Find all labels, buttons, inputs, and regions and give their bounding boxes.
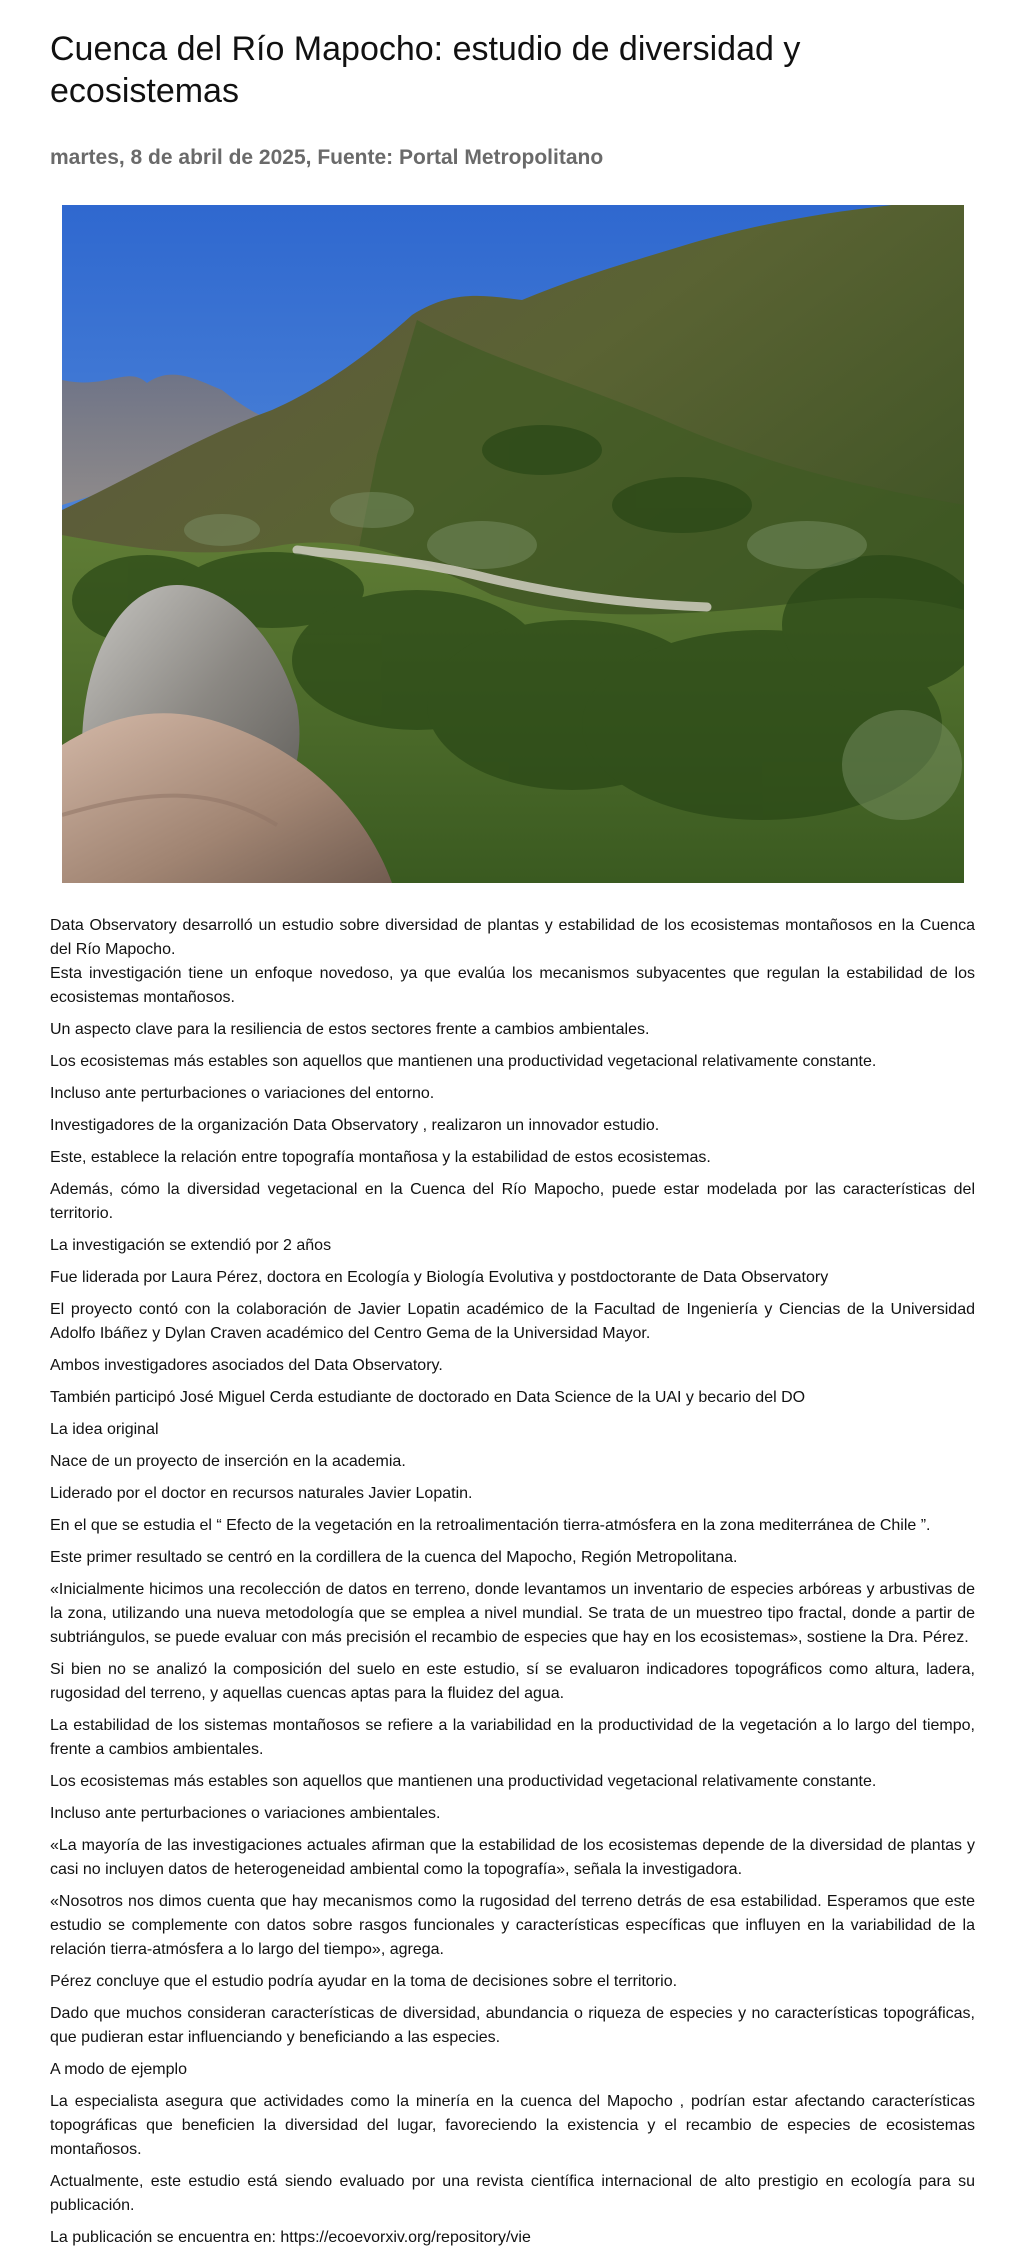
article-source: Portal Metropolitano: [398, 146, 604, 169]
article-paragraph-5: Incluso ante perturbaciones o variaciones del entorno.: [50, 1085, 435, 1102]
article-paragraph-8: Además, cómo la diversidad vegetacional en la Cuenca del Río Mapocho, puede estar modelada por las características del territorio.: [50, 1181, 975, 1222]
article-paragraph-17: En el que se estudia el “ Efecto de la vegetación en la retroalimentación tierra-atmósfera en la zona mediterránea de Chile ”.: [50, 1517, 931, 1534]
landscape-photo-icon: [62, 205, 964, 883]
article-paragraph-16: Liderado por el doctor en recursos naturales Javier Lopatin.: [50, 1485, 473, 1502]
article-paragraph-3: Un aspecto clave para la resiliencia de estos sectores frente a cambios ambientales.: [50, 1021, 650, 1038]
article-source-prefix: Fuente:: [317, 146, 394, 169]
article-paragraph-19: «Inicialmente hicimos una recolección de datos en terreno, donde levantamos un inventario de especies arbóreas y arbustivas de la zona, utilizando una nueva metodología que se emplea a nivel mundial. Se trata de un muestreo tipo fractal, donde a partir de subtriángulos, se puede evaluar con más precisión el recambio de especies que hay en los ecosistemas», sostiene la Dra. Pérez.: [50, 1581, 975, 1646]
article-paragraph-31: La publicación se encuentra en: https://ecoevorxiv.org/repository/vie: [50, 2229, 531, 2246]
article-paragraph-29: La especialista asegura que actividades como la minería en la cuenca del Mapocho , podrían estar afectando características topográficas que beneficien la diversidad del lugar, favoreciendo la existencia y el recambio de especies de ecosistemas montañosos.: [50, 2093, 975, 2158]
article-paragraph-25: «Nosotros nos dimos cuenta que hay mecanismos como la rugosidad del terreno detrás de esa estabilidad. Esperamos que este estudio se complemente con datos sobre rasgos funcionales y características específicas que influyen en la variabilidad de la relación tierra-atmósfera a lo largo del tiempo», agrega.: [50, 1893, 975, 1958]
article-paragraph-10: Fue liderada por Laura Pérez, doctora en Ecología y Biología Evolutiva y postdoctorante de Data Observatory: [50, 1269, 829, 1286]
article-paragraph-1: Data Observatory desarrolló un estudio sobre diversidad de plantas y estabilidad de los ecosistemas montañosos en la Cuenca del Río Mapocho.: [50, 917, 975, 958]
article-image: [62, 205, 964, 883]
article-paragraph-2: Esta investigación tiene un enfoque novedoso, ya que evalúa los mecanismos subyacentes que regulan la estabilidad de los ecosistemas montañosos.: [50, 965, 975, 1006]
article-body: [50, 914, 975, 2250]
article-paragraph-7: Este, establece la relación entre topografía montañosa y la estabilidad de estos ecosistemas.: [50, 1149, 711, 1166]
article-paragraph-22: Los ecosistemas más estables son aquellos que mantienen una productividad vegetacional relativamente constante.: [50, 1773, 877, 1790]
article-paragraph-26: Pérez concluye que el estudio podría ayudar en la toma de decisiones sobre el territorio.: [50, 1973, 678, 1990]
article-paragraph-21: La estabilidad de los sistemas montañosos se refiere a la variabilidad en la productividad de la vegetación a lo largo del tiempo, frente a cambios ambientales.: [50, 1717, 975, 1758]
article-paragraph-9: La investigación se extendió por 2 años: [50, 1237, 332, 1254]
article-paragraph-30: Actualmente, este estudio está siendo evaluado por una revista científica internacional de alto prestigio en ecología para su publicación.: [50, 2173, 975, 2214]
article-paragraph-18: Este primer resultado se centró en la cordillera de la cuenca del Mapocho, Región Metropolitana.: [50, 1549, 738, 1566]
article-paragraph-6: Investigadores de la organización Data Observatory , realizaron un innovador estudio.: [50, 1117, 660, 1134]
article-paragraph-14: La idea original: [50, 1421, 159, 1438]
article-paragraph-11: El proyecto contó con la colaboración de Javier Lopatin académico de la Facultad de Ingeniería y Ciencias de la Universidad Adolfo Ibáñez y Dylan Craven académico del Centro Gema de la Universidad Mayor.: [50, 1301, 975, 1342]
article-paragraph-28: A modo de ejemplo: [50, 2061, 187, 2078]
article-paragraph-4: Los ecosistemas más estables son aquellos que mantienen una productividad vegetacional relativamente constante.: [50, 1053, 877, 1070]
article-title: Cuenca del Río Mapocho: estudio de diversidad y ecosistemas: [50, 30, 801, 110]
article-paragraph-20: Si bien no se analizó la composición del suelo en este estudio, sí se evaluaron indicadores topográficos como altura, ladera, rugosidad del terreno, y aquellas cuencas aptas para la fluidez del agua.: [50, 1661, 975, 1702]
article-paragraph-24: «La mayoría de las investigaciones actuales afirman que la estabilidad de los ecosistemas depende de la diversidad de plantas y casi no incluyen datos de heterogeneidad ambiental como la topografía», señala la investigadora.: [50, 1837, 975, 1878]
article-paragraph-12: Ambos investigadores asociados del Data Observatory.: [50, 1357, 443, 1374]
article-date: martes, 8 de abril de 2025: [50, 146, 306, 169]
article-meta: martes, 8 de abril de 2025, Fuente: Portal Metropolitano: [50, 146, 604, 169]
article-paragraph-13: También participó José Miguel Cerda estudiante de doctorado en Data Science de la UAI y becario del DO: [50, 1389, 806, 1406]
article-paragraph-23: Incluso ante perturbaciones o variaciones ambientales.: [50, 1805, 441, 1822]
article-paragraph-15: Nace de un proyecto de inserción en la academia.: [50, 1453, 406, 1470]
article-paragraph-27: Dado que muchos consideran características de diversidad, abundancia o riqueza de especies y no características topográficas, que pudieran estar influenciando y beneficiando a las especies.: [50, 2005, 975, 2046]
